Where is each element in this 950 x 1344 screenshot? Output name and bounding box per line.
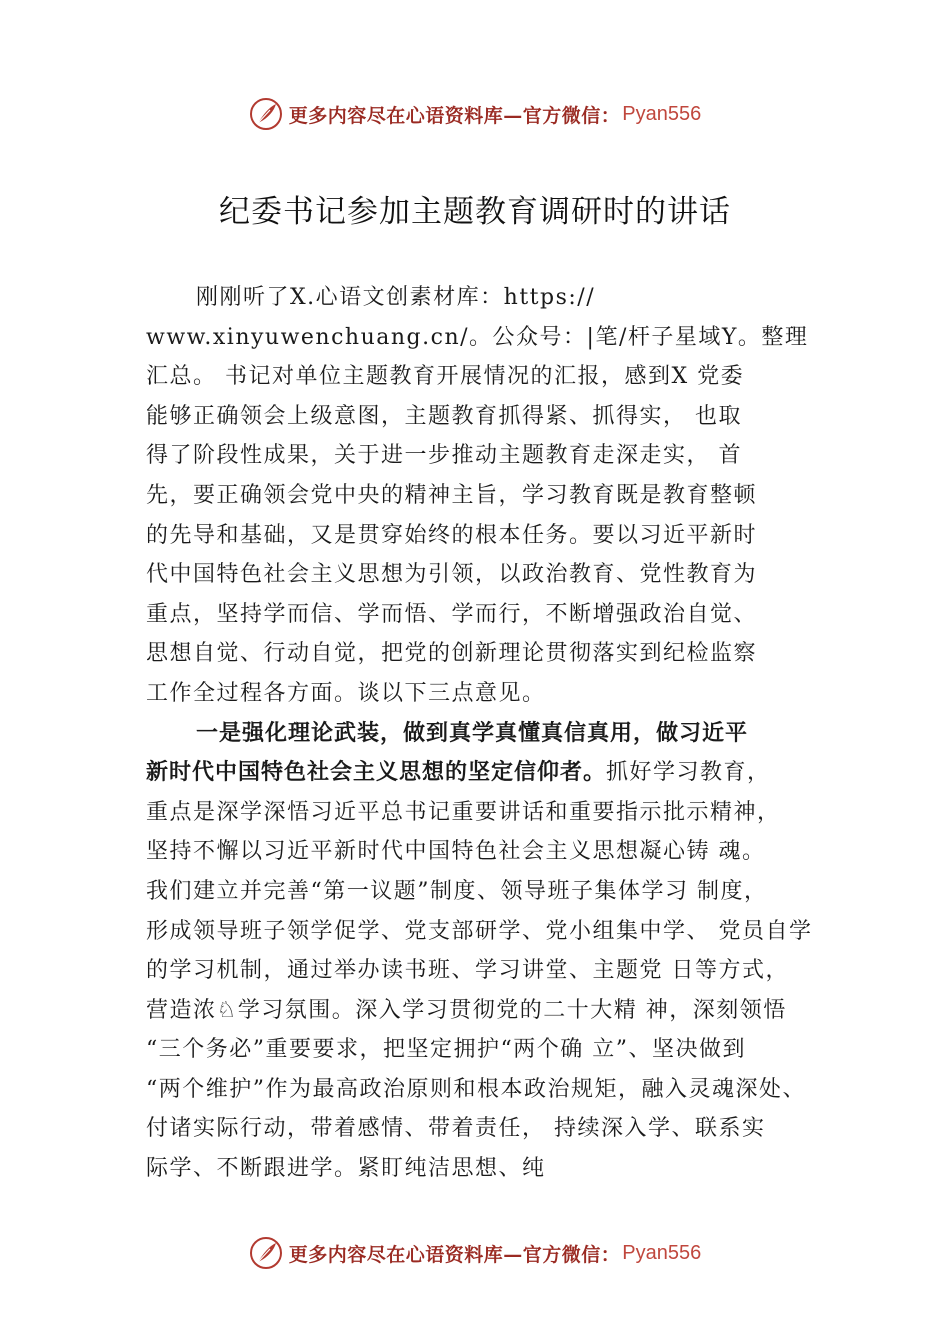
- paragraph-line: 坚持不懈以习近平新时代中国特色社会主义思想凝心铸 魂。: [146, 839, 766, 865]
- paragraph-line: “三个务必”重要要求，把坚定拥护“两个确 立”、坚决做到: [146, 1037, 746, 1063]
- paragraph-line: 刚刚听了X.心语文创素材库：https://: [196, 285, 596, 310]
- section-heading-tail: 新时代中国特色社会主义思想的坚定信仰者。: [146, 759, 607, 786]
- paragraph-line: 汇总。 书记对单位主题教育开展情况的汇报，感到X 党委: [146, 364, 745, 390]
- paragraph-line: 思想自觉、行动自觉，把党的创新理论贯彻落实到纪检监察: [146, 641, 758, 667]
- banner-text: 更多内容尽在心语资料库—官方微信：: [288, 104, 621, 127]
- paragraph-line: 形成领导班子领学促学、党支部研学、党小组集中学、 党员自学: [146, 918, 813, 944]
- section-heading-line: 一是强化理论武装，做到真学真懂真信真用，做习近平: [196, 719, 749, 746]
- paragraph-line: 重点，坚持学而信、学而悟、学而行，不断增强政治自觉、: [146, 601, 758, 627]
- paragraph-line: 际学、不断跟进学。紧盯纯洁思想、纯: [146, 1156, 546, 1182]
- paragraph-line: 先，要正确领会党中央的精神主旨，学习教育既是教育整顿: [146, 482, 758, 508]
- paragraph-line-mixed: [146, 753, 846, 793]
- paragraph-line: 得了阶段性成果，关于进一步推动主题教育走深走实， 首: [146, 443, 742, 469]
- paragraph-line: 代中国特色社会主义思想为引领，以政治教育、党性教育为: [146, 562, 758, 588]
- feather-pen-logo-icon: [249, 97, 283, 131]
- paragraph-line: 我们建立并完善“第一议题”制度、领导班子集体学习 制度，: [146, 878, 768, 904]
- watermark-banner-bottom: [0, 1231, 950, 1275]
- banner-text: 更多内容尽在心语资料库—官方微信：: [288, 1243, 621, 1266]
- paragraph-line: 的先导和基础，又是贯穿始终的根本任务。要以习近平新时: [146, 522, 758, 548]
- paragraph-line: 的学习机制，通过举办读书班、学习讲堂、主题党 日等方式，: [146, 958, 789, 984]
- watermark-banner-top: [0, 92, 950, 136]
- document-body: [146, 278, 846, 1189]
- paragraph-line: www.xinyuwenchuang.cn/。公众号：|笔/杆子星域Y。整理: [146, 324, 809, 350]
- feather-pen-logo-icon: [249, 1236, 283, 1270]
- paragraph-line: “两个维护”作为最高政治原则和根本政治规矩，融入灵魂深处、: [146, 1076, 806, 1102]
- paragraph-line: 付诸实际行动，带着感情、带着责任， 持续深入学、联系实: [146, 1116, 766, 1142]
- document-title: 纪委书记参加主题教育调研时的讲话: [219, 194, 731, 230]
- paragraph-text: 抓好学习教育，: [606, 760, 771, 786]
- paragraph-line: 工作全过程各方面。谈以下三点意见。: [146, 680, 546, 706]
- banner-wechat-handle: Pyan556: [622, 102, 702, 125]
- paragraph-line: 重点是深学深悟习近平总书记重要讲话和重要指示批示精神，: [146, 799, 781, 825]
- paragraph-line: 能够正确领会上级意图，主题教育抓得紧、抓得实， 也取: [146, 403, 742, 429]
- banner-wechat-handle: Pyan556: [622, 1241, 702, 1264]
- paragraph-line: 营造浓♘学习氛围。深入学习贯彻党的二十大精 神，深刻领悟: [146, 997, 787, 1023]
